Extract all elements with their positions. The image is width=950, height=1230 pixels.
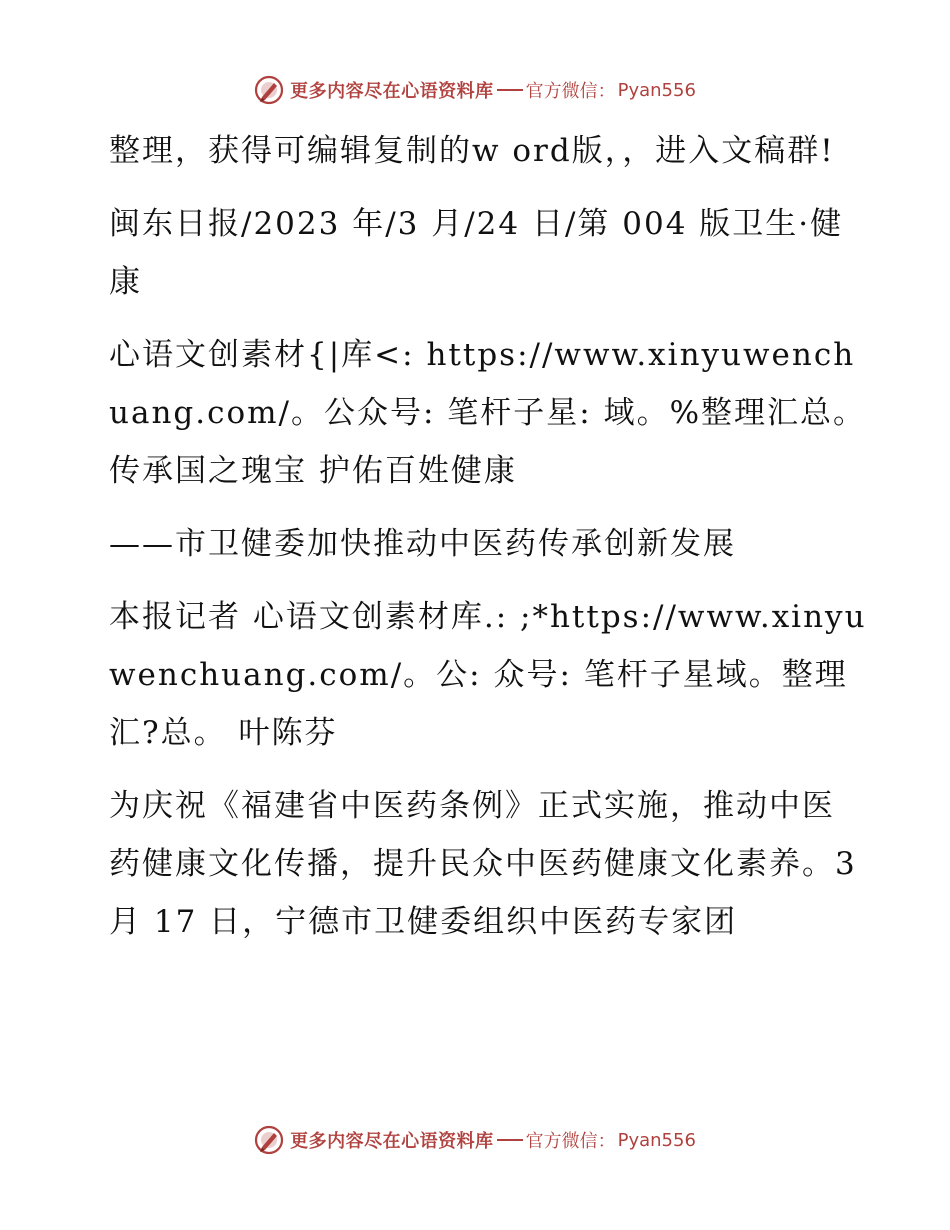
- wechat-id: Pyan556: [617, 1129, 696, 1151]
- wechat-label: 官方微信：: [525, 81, 616, 102]
- watermark-dash: [497, 89, 523, 91]
- pen-logo-icon: [254, 1125, 284, 1155]
- document-body: [97, 122, 867, 966]
- watermark-text: 更多内容尽在心语资料库: [290, 1131, 494, 1152]
- wechat-id: Pyan556: [617, 79, 696, 101]
- watermark-text: 更多内容尽在心语资料库: [290, 81, 494, 102]
- pen-logo-icon: [254, 75, 284, 105]
- header-watermark: [0, 70, 950, 110]
- paragraph: 心语文创素材{|库<: https://www.xinyuwenchuang.com/。公众号: 笔杆子星: 域。%整理汇总。传承国之瑰宝 护佑百姓健康: [109, 337, 867, 489]
- paragraph: 本报记者 心语文创素材库.: ;*https://www.xinyuwenchuang.com/。公: 众号: 笔杆子星域。整理汇?总。 叶陈芬: [109, 599, 867, 751]
- footer-watermark: [0, 1120, 950, 1160]
- paragraph: 为庆祝《福建省中医药条例》正式实施，推动中医药健康文化传播，提升民众中医药健康文化素养。3 月 17 日，宁德市卫健委组织中医药专家团: [109, 788, 857, 940]
- paragraph: ——市卫健委加快推动中医药传承创新发展: [109, 526, 736, 562]
- paragraph: 整理，获得可编辑复制的w ord版，，进入文稿群!: [109, 133, 835, 169]
- wechat-label: 官方微信：: [525, 1131, 616, 1152]
- watermark-dash: [497, 1139, 523, 1141]
- paragraph: 闽东日报/2023 年/3 月/24 日/第 004 版卫生·健康: [109, 206, 844, 300]
